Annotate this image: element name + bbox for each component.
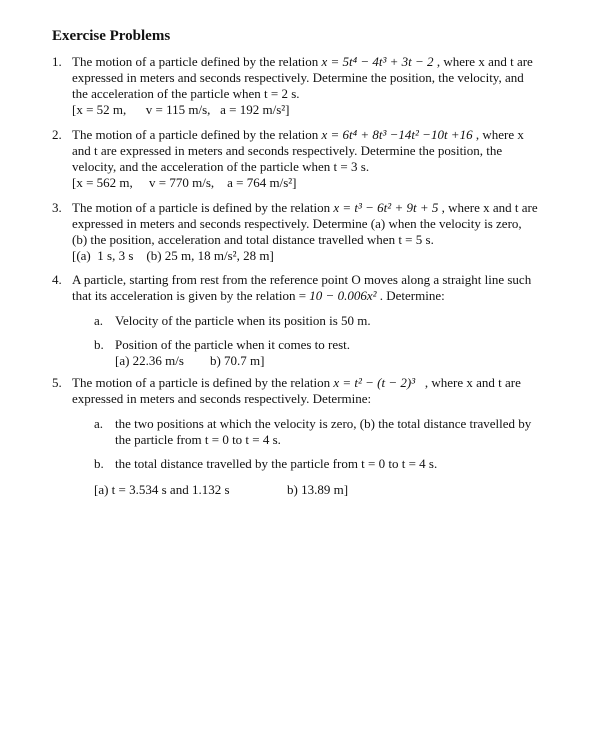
equation: x = 5t⁴ − 4t³ + 3t − 2 — [321, 54, 434, 69]
equation: x = 6t⁴ + 8t³ −14t² −10t +16 — [321, 127, 473, 142]
sub-label: b. — [94, 337, 104, 352]
problem-text — [72, 288, 572, 304]
text-segment: The motion of a particle is defined by the relation — [72, 375, 334, 390]
problem-number: 2. — [52, 127, 62, 142]
answer: [x = 562 m, v = 770 m/s, a = 764 m/s²] — [72, 175, 297, 190]
sub-text: the two positions at which the velocity is zero, (b) the total distance travelled by — [115, 416, 532, 431]
problem-text: A particle, starting from rest from the reference point O moves along a straight line such — [72, 272, 532, 287]
problem-number: 4. — [52, 272, 62, 287]
sub-question-a — [94, 416, 572, 448]
answer-a: [a) t = 3.534 s and 1.132 s — [94, 482, 230, 497]
equation: x = t³ − 6t² + 9t + 5 — [333, 200, 439, 215]
equation: x = t² − (t − 2)³ — [333, 375, 416, 390]
text-segment: The motion of a particle defined by the relation — [72, 54, 322, 69]
sub-text: the particle from t = 0 to t = 4 s. — [115, 432, 281, 447]
problem-number: 1. — [52, 54, 62, 69]
answer: [a) 22.36 m/s b) 70.7 m] — [115, 353, 265, 368]
problem-text: the acceleration of the particle when t = 2 s. — [72, 86, 300, 101]
problem-text: (b) the position, acceleration and total distance travelled when t = 5 s. — [72, 232, 434, 247]
problem-text: and t are expressed in meters and seconds respectively. Determine the position, the — [72, 143, 503, 158]
problem-text: velocity, and the acceleration of the particle when t = 3 s. — [72, 159, 370, 174]
problem-number: 3. — [52, 200, 62, 215]
answer — [94, 482, 572, 498]
text-segment: , where x and t are — [433, 54, 533, 69]
answer-b: b) 13.89 m] — [287, 482, 349, 497]
problem-text — [72, 375, 572, 391]
problem-text — [72, 127, 572, 143]
text-segment: , where x — [472, 127, 524, 142]
page-title: Exercise Problems — [52, 28, 171, 44]
sub-text: Velocity of the particle when its position is 50 m. — [115, 313, 371, 328]
sub-question-a — [94, 313, 572, 329]
sub-question-b — [94, 456, 572, 472]
answer: [x = 52 m, v = 115 m/s, a = 192 m/s²] — [72, 102, 290, 117]
sub-question-b — [94, 337, 572, 369]
problem-text: expressed in meters and seconds respectively. Determine the position, the velocity, and — [72, 70, 524, 85]
problem-text — [72, 200, 572, 216]
problem-3 — [52, 200, 572, 264]
problem-text — [72, 54, 572, 70]
sub-text: Position of the particle when it comes to rest. — [115, 337, 351, 352]
sub-label: a. — [94, 416, 104, 431]
equation: 10 − 0.006x² — [309, 288, 377, 303]
problem-text: expressed in meters and seconds respectively. Determine: — [72, 391, 372, 406]
problem-2 — [52, 127, 572, 191]
text-segment: The motion of a particle is defined by the relation — [72, 200, 334, 215]
text-segment: that its acceleration is given by the relation = — [72, 288, 310, 303]
text-segment: The motion of a particle defined by the relation — [72, 127, 322, 142]
sub-label: a. — [94, 313, 104, 328]
problem-4 — [52, 272, 572, 369]
problem-5 — [52, 375, 572, 498]
sub-label: b. — [94, 456, 104, 471]
problem-text: expressed in meters and seconds respectively. Determine (a) when the velocity is zero, — [72, 216, 522, 231]
text-segment: . Determine: — [376, 288, 445, 303]
problem-1 — [52, 54, 572, 118]
text-segment: , where x and t are — [438, 200, 538, 215]
sub-text: the total distance travelled by the particle from t = 0 to t = 4 s. — [115, 456, 438, 471]
problem-number: 5. — [52, 375, 62, 390]
text-segment: , where x and t are — [415, 375, 521, 390]
answer: [(a) 1 s, 3 s (b) 25 m, 18 m/s², 28 m] — [72, 248, 274, 263]
